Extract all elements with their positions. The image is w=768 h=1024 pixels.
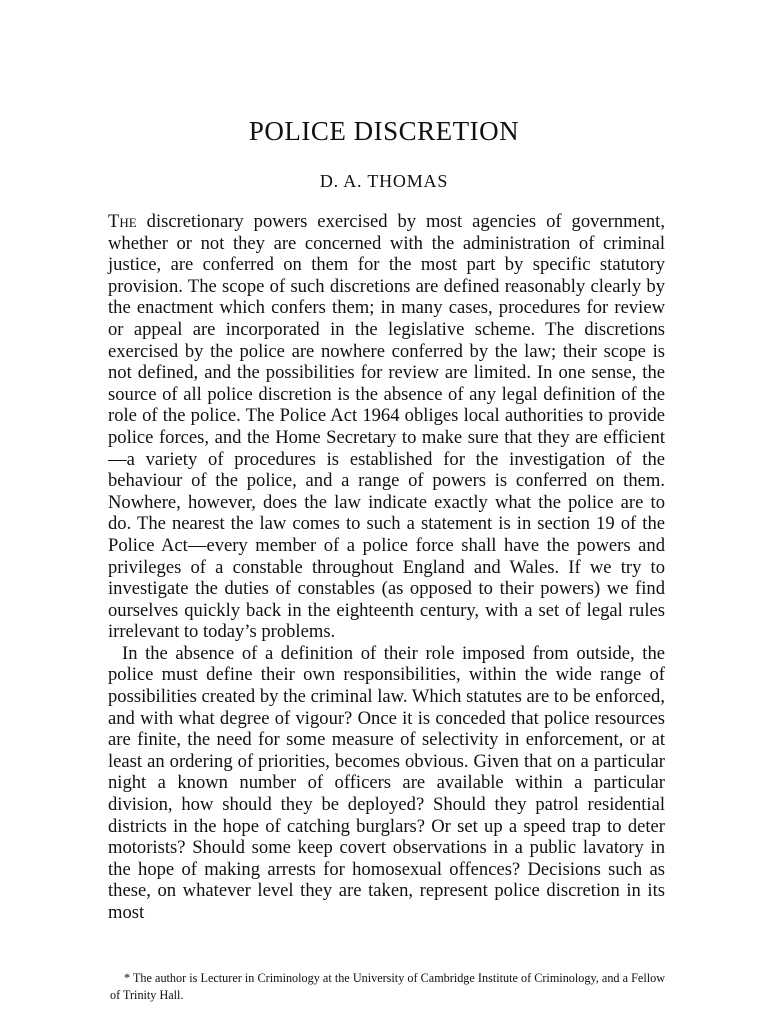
paragraph-1-text: discretionary powers exercised by most agencies of government, whether or not they are concerned with the administration of criminal justice, are conferred on them for the most part by specific statutory provision. The scope of such discretions are defined reasonably clearly by the enactment which confers them; in many cases, procedures for review or appeal are incorporated in the legislative scheme. The discretions exercised by the police are nowhere conferred by the law; their scope is not defined, and the possibilities for review are limited. In one sense, the source of all police discretion is the absence of any legal definition of the role of the police. The Police Act 1964 obliges local authorities to provide police forces, and the Home Secretary to make sure that they are efficient—a variety of procedures is established for the investigation of the behaviour of the police, and a range of powers is conferred on them. Nowhere, however, does the law indicate exactly what the police are to do. The nearest the law comes to such a statement is in section 19 of the Police Act—every member of a police force shall have the powers and privileges of a constable throughout England and Wales. If we try to investigate the duties of constables (as opposed to their powers) we find ourselves quickly back in the eighteenth century, with a set of legal rules irrelevant to today’s problems. <box>108 211 665 643</box>
author-footnote: * The author is Lecturer in Criminology at the University of Cambridge Institute of Criminology, and a Fellow of Trinity Hall. <box>110 971 665 1002</box>
opening-word: The <box>108 211 137 232</box>
article-author: D. A. THOMAS <box>319 171 449 191</box>
article-title: POLICE DISCRETION <box>248 116 520 146</box>
paragraph-1 <box>108 211 665 643</box>
article-body <box>108 211 665 924</box>
paragraph-2: In the absence of a definition of their role imposed from outside, the police must define their own responsibilities, within the wide range of possibilities created by the criminal law. Which statutes are to be enforced, and with what degree of vigour? Once it is conceded that police resources are finite, the need for some measure of selectivity in enforcement, or at least an ordering of priorities, becomes obvious. Given that on a particular night a known number of officers are available within a particular division, how should they be deployed? Should they patrol residential districts in the hope of catching burglars? Or set up a speed trap to deter motorists? Should some keep covert observations in a public lavatory in the hope of making arrests for homosexual offences? Decisions such as these, on whatever level they are taken, represent police discretion in its most <box>108 642 665 923</box>
